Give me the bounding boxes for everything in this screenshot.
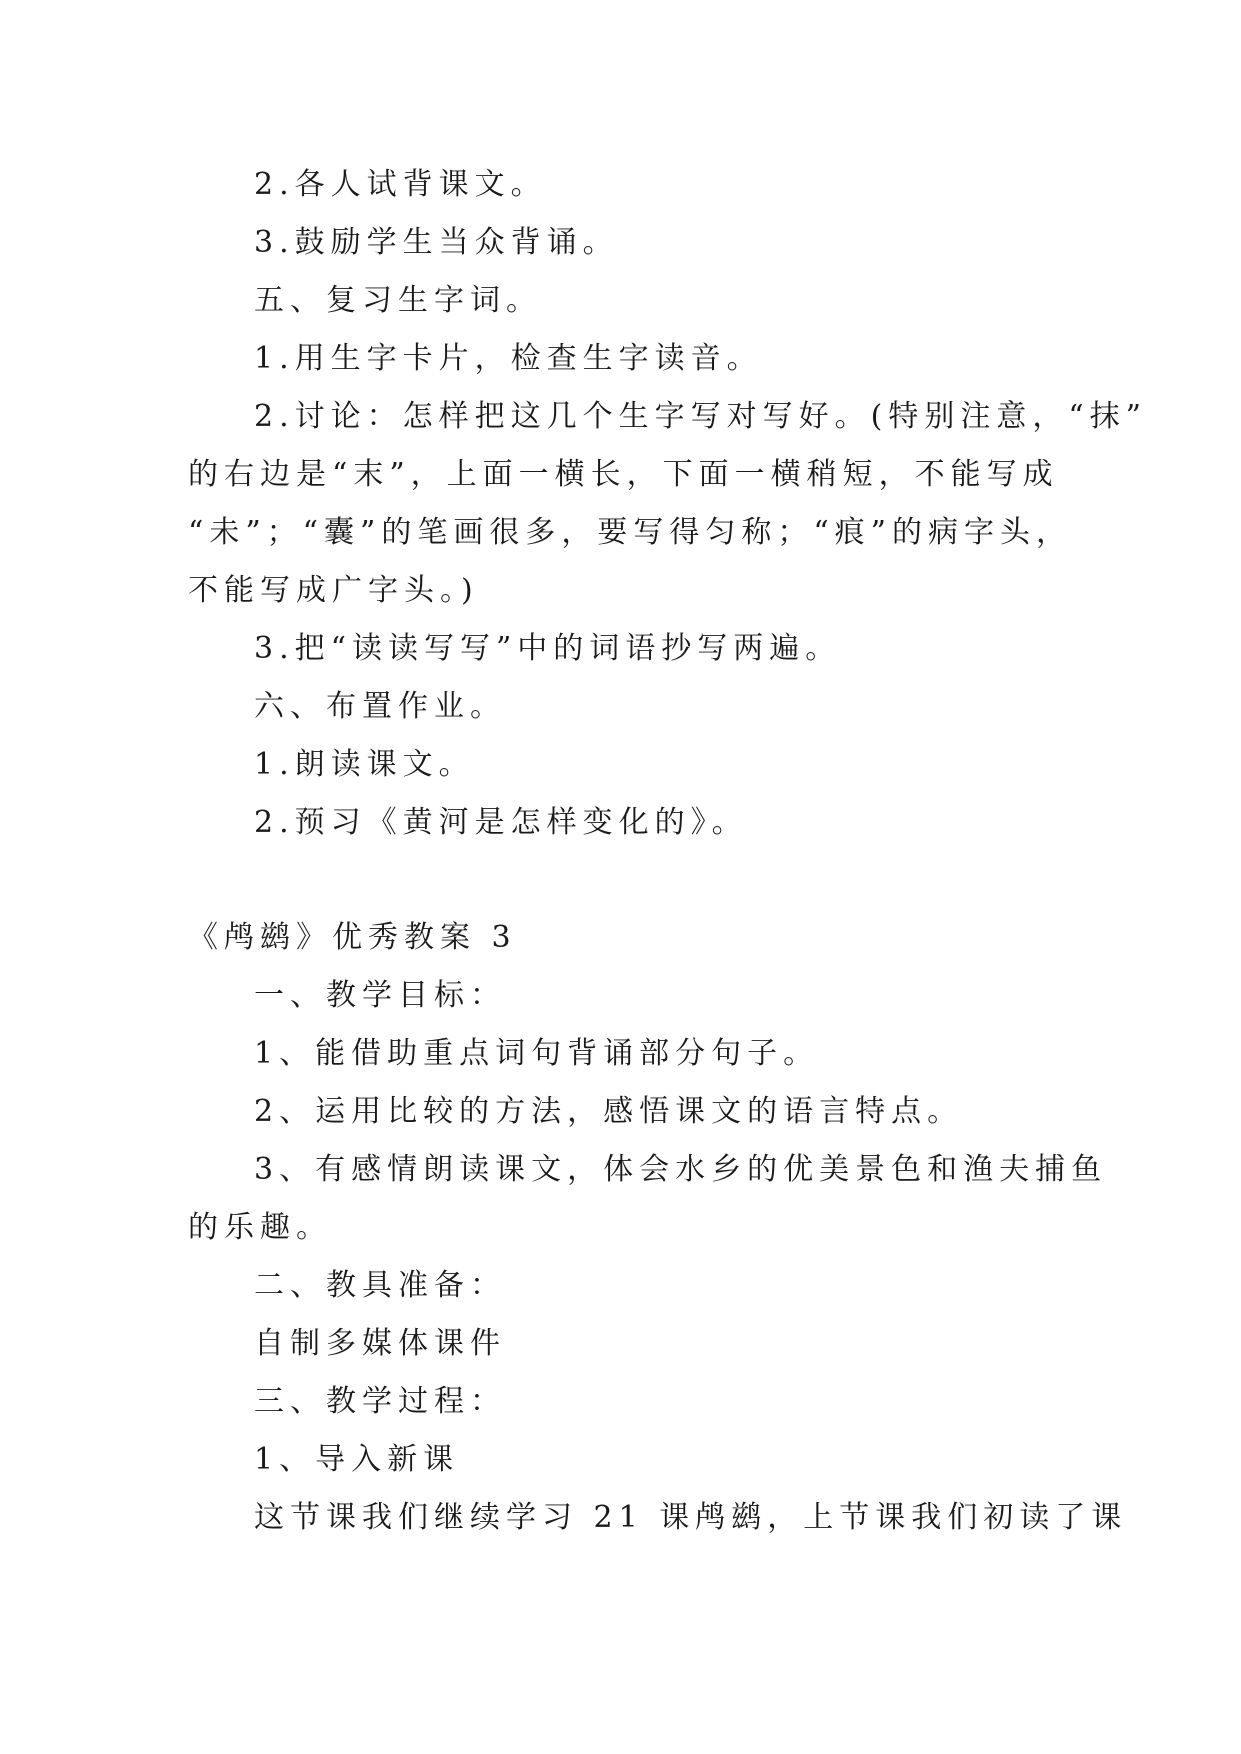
section-heading: 一、教学目标： (254, 978, 506, 1013)
paragraph-line: 的右边是“末”，上面一横长，下面一横稍短，不能写成 (188, 457, 1059, 492)
paragraph-line: 3、有感情朗读课文，体会水乡的优美景色和渔夫捕鱼 (254, 1152, 1108, 1187)
paragraph-line: 不能写成广字头。) (188, 573, 479, 608)
section-heading: 五、复习生字词。 (254, 283, 542, 318)
section-heading: 三、教学过程： (254, 1384, 506, 1419)
paragraph-line: 2.各人试背课文。 (254, 167, 547, 202)
paragraph-line: 2.讨论：怎样把这几个生字写对写好。(特别注意，“抹” (254, 399, 1148, 434)
paragraph-line: 3.把“读读写写”中的词语抄写两遍。 (254, 631, 842, 666)
paragraph-line: 的乐趣。 (188, 1210, 332, 1245)
paragraph-line: 1.朗读课文。 (254, 747, 475, 782)
paragraph-line: 2.预习《黄河是怎样变化的》。 (254, 805, 748, 840)
section-heading: 六、布置作业。 (254, 689, 506, 724)
paragraph-line: 这节课我们继续学习 21 课鸬鹚，上节课我们初读了课 (254, 1500, 1128, 1535)
section-heading: 二、教具准备： (254, 1268, 506, 1303)
paragraph-line: 自制多媒体课件 (254, 1326, 506, 1361)
document-title: 《鸬鹚》优秀教案 3 (188, 920, 517, 955)
paragraph-line: 3.鼓励学生当众背诵。 (254, 225, 619, 260)
paragraph-line: 1、能借助重点词句背诵部分句子。 (254, 1036, 820, 1071)
paragraph-line: 1、导入新课 (254, 1442, 460, 1477)
paragraph-line: 1.用生字卡片，检查生字读音。 (254, 341, 763, 376)
paragraph-line: 2、运用比较的方法，感悟课文的语言特点。 (254, 1094, 964, 1129)
paragraph-line: “未”；“囊”的笔画很多，要写得匀称；“痕”的病字头， (188, 515, 1073, 550)
